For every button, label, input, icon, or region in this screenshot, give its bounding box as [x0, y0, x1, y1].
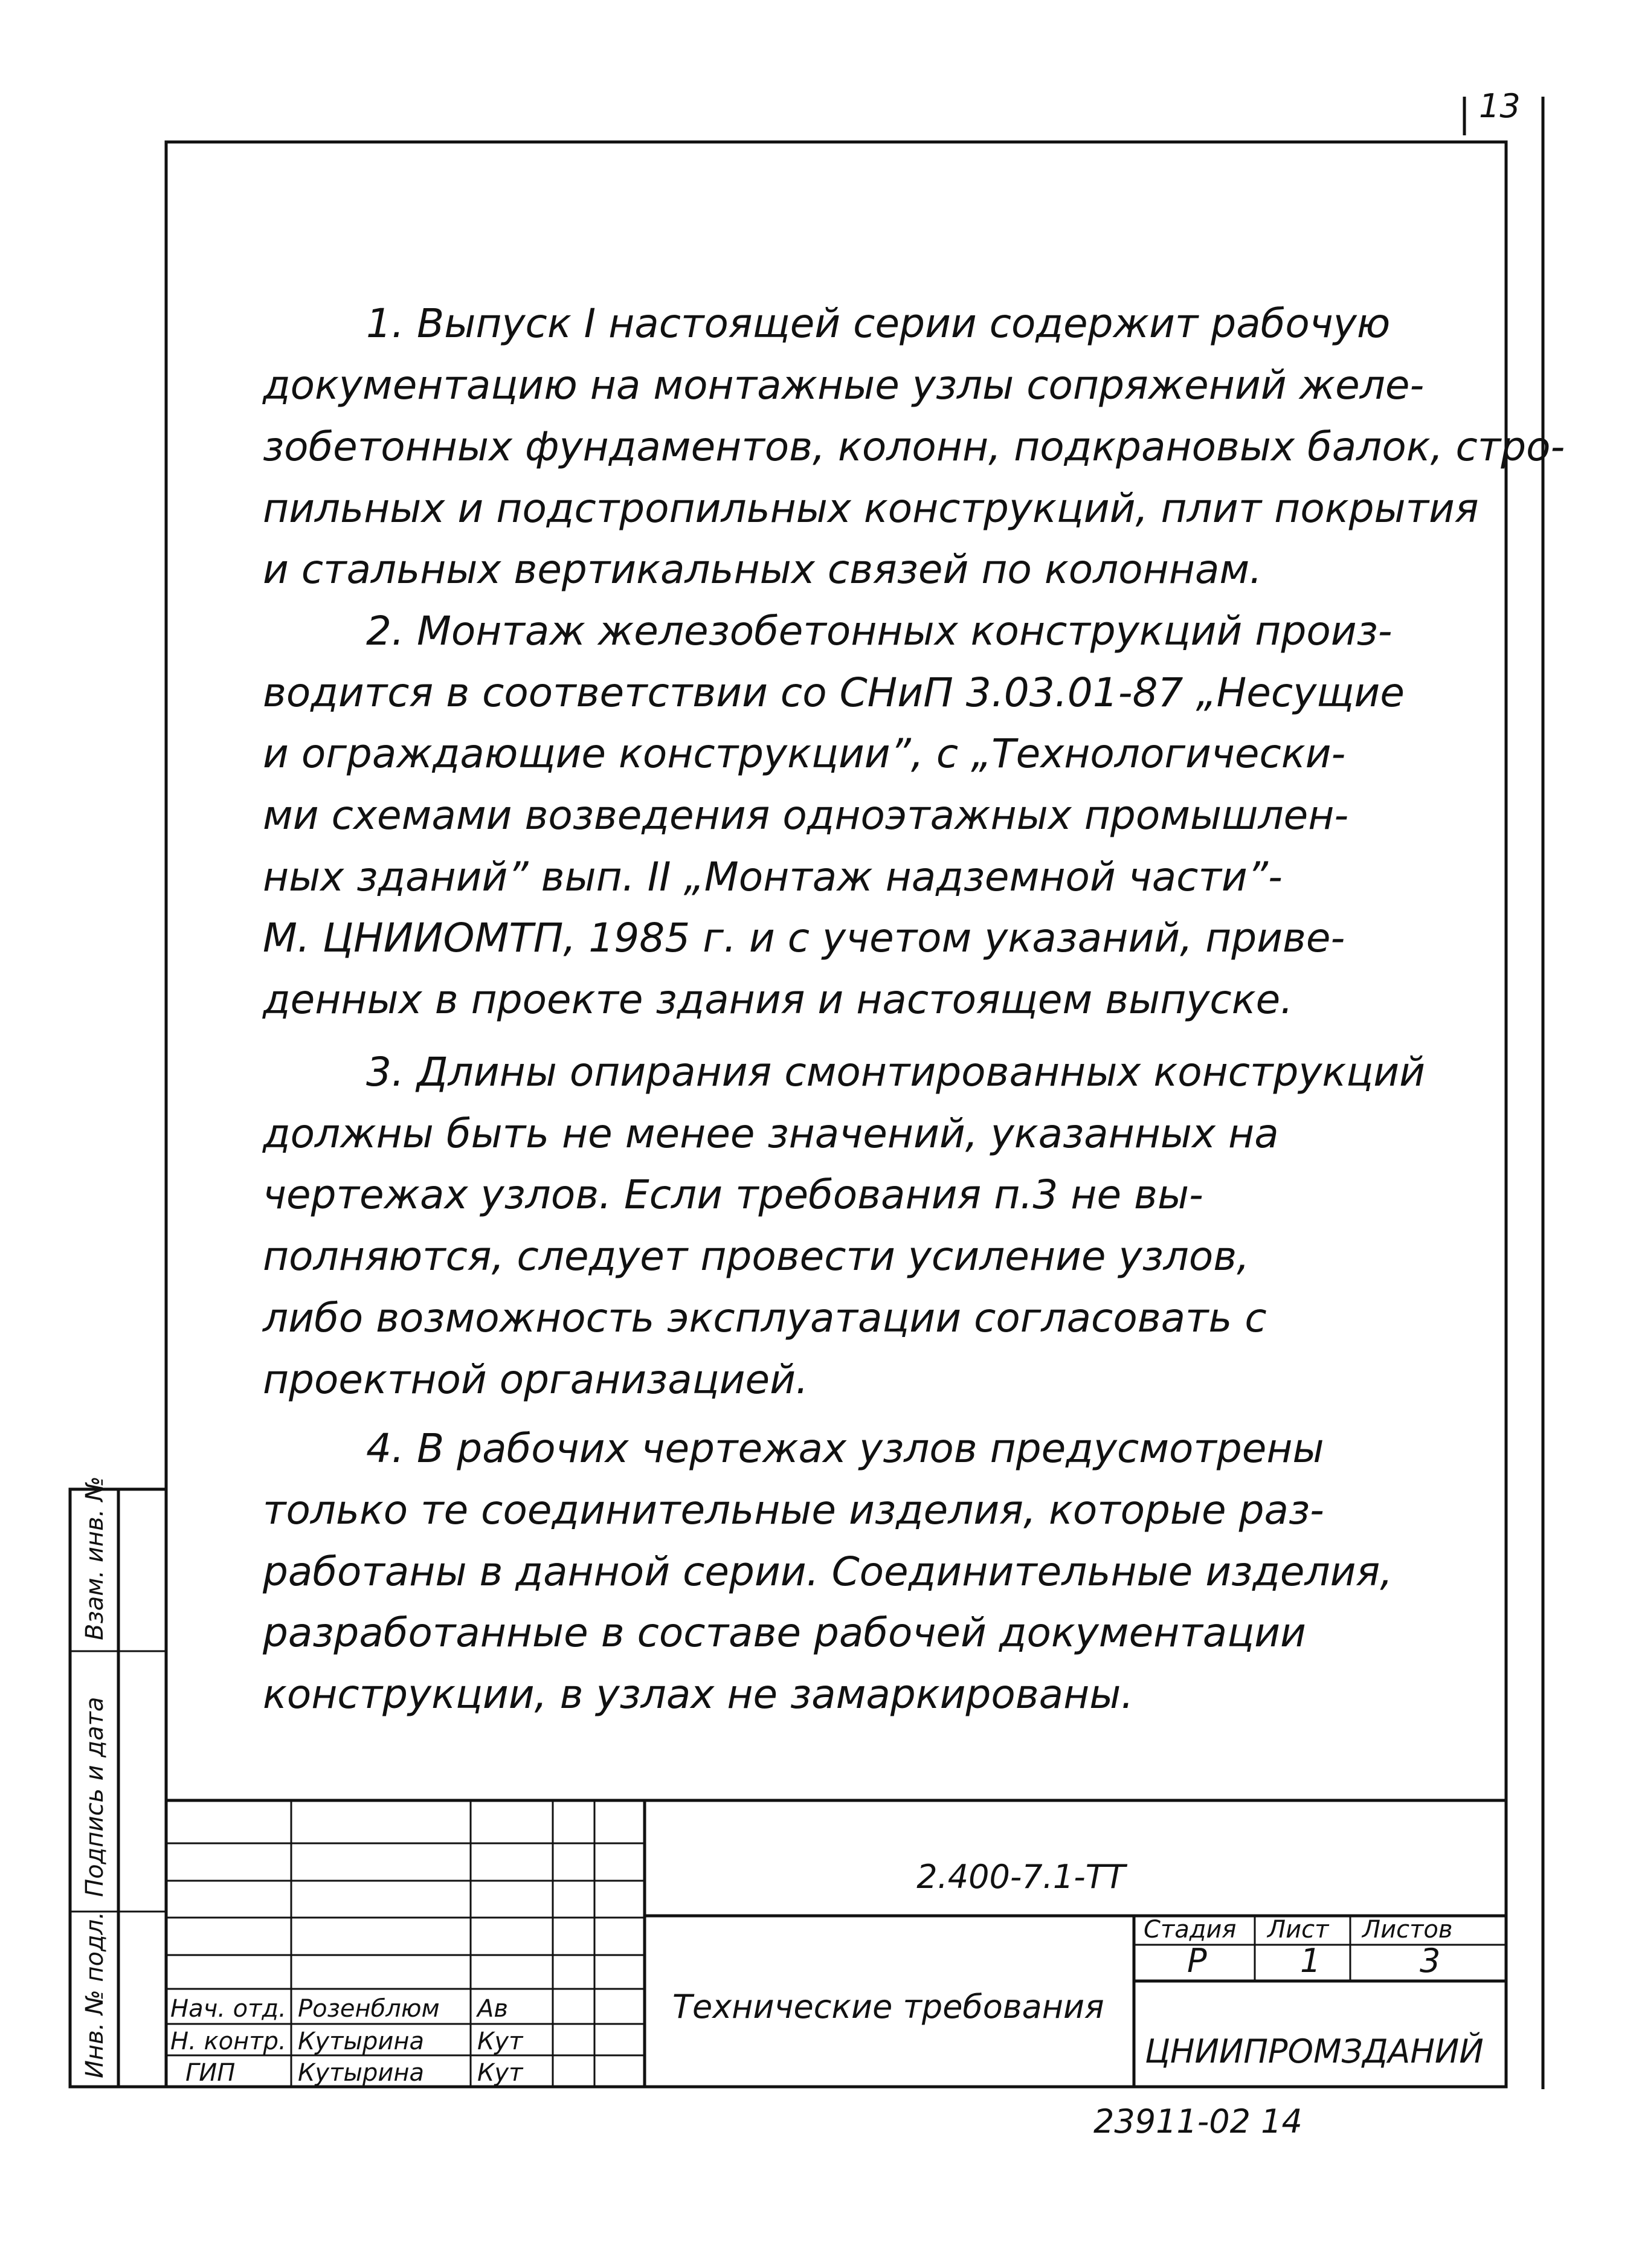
text-line-11: М. ЦНИИОМТП, 1985 г. и с учетом указаний, приве- [263, 915, 1345, 961]
text-line-9: ми схемами возведения одноэтажных промышлен- [263, 792, 1349, 839]
text-line-17: либо возможность эксплуатации согласовать с [263, 1295, 1267, 1341]
text-line-15: чертежах узлов. Если требования п.3 не вы- [263, 1171, 1203, 1218]
sheets-header: Листов [1362, 1916, 1453, 1944]
document-title: Технические требования [672, 1988, 1104, 2026]
text-line-14: должны быть не менее значений, указанных на [263, 1110, 1279, 1157]
name-3: Кутырина [298, 2059, 425, 2087]
text-line-22: разработанные в составе рабочей документации [263, 1609, 1306, 1656]
stage-value: Р [1187, 1942, 1207, 1980]
text-line-8: и ограждающие конструкции”, с „Технологически- [263, 730, 1346, 777]
text-line-5: и стальных вертикальных связей по колоннам. [263, 546, 1263, 593]
text-line-10: ных зданий” вып. II „Монтаж надземной части”- [263, 854, 1283, 900]
text-line-3: зобетонных фундаментов, колонн, подкрановых балок, стро- [263, 424, 1565, 470]
footer-code: 23911-02 14 [1093, 2102, 1303, 2141]
text-line-2: документацию на монтажные узлы сопряжений желе- [263, 362, 1425, 408]
role-1: Нач. отд. [170, 1995, 286, 2023]
text-line-4: пильных и подстропильных конструкций, плит покрытия [263, 485, 1479, 532]
stamp-inventory-original: Инв. № подл. [81, 1912, 109, 2078]
organization-name: ЦНИИПРОМЗДАНИЙ [1145, 2032, 1484, 2070]
role-2: Н. контр. [170, 2028, 286, 2055]
text-line-20: только те соединительные изделия, которые раз- [263, 1487, 1324, 1533]
text-line-7: водится в соответствии со СНиП 3.03.01-87 „Несущие [263, 669, 1405, 716]
role-3: ГИП [185, 2059, 236, 2087]
text-line-13: 3. Длины опирания смонтированных конструкций [366, 1049, 1425, 1095]
sheet-value: 1 [1300, 1942, 1321, 1980]
text-line-6: 2. Монтаж железобетонных конструкций произ- [366, 608, 1393, 654]
name-1: Розенблюм [298, 1995, 440, 2023]
text-line-19: 4. В рабочих чертежах узлов предусмотрены [366, 1425, 1324, 1472]
text-line-23: конструкции, в узлах не замаркированы. [263, 1671, 1134, 1718]
name-2: Кутырина [298, 2028, 425, 2055]
sheets-value: 3 [1420, 1942, 1441, 1980]
sheet-header: Лист [1267, 1916, 1329, 1944]
text-line-1: 1. Выпуск I настоящей серии содержит рабочую [366, 300, 1391, 347]
stamp-signature-date: Подпись и дата [81, 1696, 109, 1897]
doc-code: 2.400-7.1-ТТ [916, 1858, 1125, 1896]
signature-2: Кут [477, 2028, 523, 2055]
text-line-12: денных в проекте здания и настоящем выпуске. [263, 976, 1293, 1023]
text-line-18: проектной организацией. [263, 1356, 809, 1403]
signature-3: Кут [477, 2059, 523, 2087]
stage-header: Стадия [1144, 1916, 1237, 1944]
page-number: 13 [1479, 87, 1521, 125]
signature-1: Ав [477, 1995, 508, 2023]
text-line-16: полняются, следует провести усиление узлов, [263, 1233, 1250, 1280]
text-line-21: работаны в данной серии. Соединительные изделия, [263, 1548, 1393, 1595]
stamp-replacement-inventory: Взам. инв. № [81, 1476, 109, 1640]
